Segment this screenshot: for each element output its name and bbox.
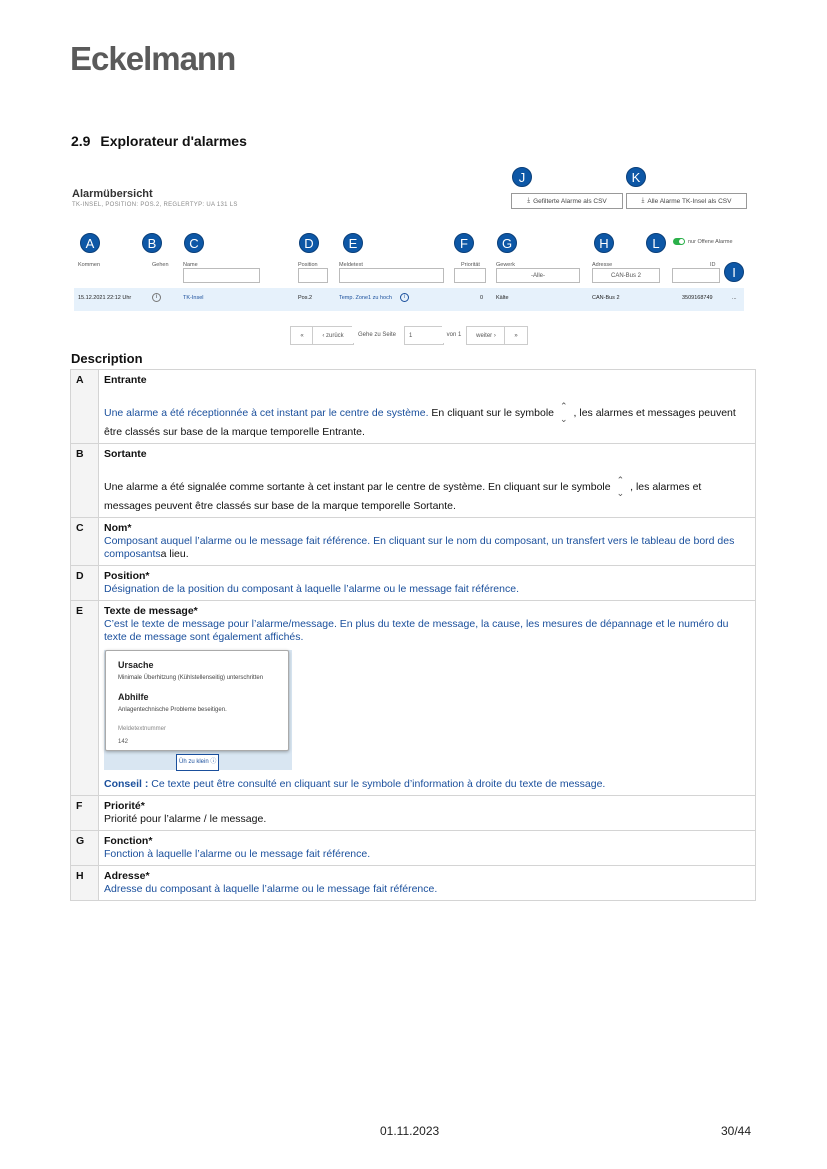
row-title: Entrante <box>104 374 147 386</box>
row-key: F <box>71 796 99 831</box>
table-row <box>71 518 756 566</box>
row-text: Une alarme a été réceptionnée à cet instant par le centre de système. En cliquant sur le symbole⌃ ⌄, les alarmes et messages peuvent être classés sur base de la marque temporelle Entrante. <box>104 401 736 438</box>
popup-cause-title: Ursache <box>118 660 154 670</box>
table-row <box>71 866 756 901</box>
row-adresse: CAN-Bus 2 <box>592 295 620 301</box>
overview-title: Alarmübersicht <box>72 188 153 200</box>
pager-goto-label: Gehe zu Seite <box>352 326 402 343</box>
table-row <box>71 831 756 866</box>
export-all-label: Alle Alarme TK-Insel als CSV <box>647 197 732 205</box>
table-row[interactable] <box>74 288 744 311</box>
row-title: Fonction* <box>104 835 153 847</box>
callout-marker-c: C <box>184 233 204 253</box>
dashboard-link[interactable]: tableau de bord des composants <box>104 535 735 560</box>
callout-marker-f: F <box>454 233 474 253</box>
section-heading <box>71 133 247 149</box>
callout-marker-b: B <box>142 233 162 253</box>
row-text: Composant auquel l’alarme ou le message fait référence. En cliquant sur le nom du composant, un transfert vers le tableau de bord des composantsa lieu. <box>104 535 735 560</box>
alarm-overview-screenshot <box>70 164 760 344</box>
col-prioritaet: Priorität <box>461 262 480 268</box>
popup-message-link[interactable]: Üh zu klein ⓘ <box>176 754 219 771</box>
footer-date: 01.11.2023 <box>380 1124 440 1138</box>
row-text: Fonction à laquelle l’alarme ou le message fait référence. <box>104 848 371 860</box>
row-meldetext: Temp. Zone1 zu hoch <box>339 295 392 301</box>
row-key: H <box>71 866 99 901</box>
row-key: C <box>71 518 99 566</box>
row-text: Une alarme a été signalée comme sortante à cet instant par le centre de système. En cliquant sur le symbole⌃ ⌄, les alarmes et messages peuvent être classés sur base de la marque temporelle Sortante. <box>104 475 702 512</box>
row-text: Désignation de la position du composant à laquelle l’alarme ou le message fait référence. <box>104 583 519 595</box>
callout-marker-h: H <box>594 233 614 253</box>
filter-meldetext-input[interactable] <box>339 268 444 283</box>
callout-marker-g: G <box>497 233 517 253</box>
row-text: Priorité pour l’alarme / le message. <box>104 813 267 825</box>
popup-remedy-text: Anlagentechnische Probleme beseitigen. <box>118 707 227 713</box>
row-key: B <box>71 444 99 518</box>
row-position: Pos.2 <box>298 295 313 301</box>
table-row <box>71 444 756 518</box>
download-icon: ⤓ <box>527 197 531 204</box>
filter-adresse-select[interactable]: CAN-Bus 2 <box>592 268 660 283</box>
pager-of-label: von 1 <box>442 326 466 343</box>
pager-next-button[interactable]: weiter › <box>466 326 506 345</box>
download-icon: ⤓ <box>641 197 645 204</box>
description-heading: Description <box>71 351 143 366</box>
row-title: Sortante <box>104 448 147 460</box>
message-info-icon[interactable]: i <box>400 293 409 302</box>
sort-icon: ⌃ ⌄ <box>560 401 568 424</box>
footer-page-number: 30/44 <box>721 1124 752 1138</box>
col-meldetext: Meldetext <box>339 262 363 268</box>
info-icon[interactable]: i <box>152 293 161 302</box>
export-filtered-csv-button[interactable] <box>511 193 623 209</box>
row-title: Texte de message* <box>104 605 198 617</box>
col-position: Position <box>298 262 318 268</box>
col-kommen[interactable]: Kommen <box>78 262 101 268</box>
pager-page-input[interactable]: 1 <box>404 326 444 345</box>
company-logo: Eckelmann <box>70 40 236 77</box>
row-key: D <box>71 566 99 601</box>
row-name-link[interactable]: TK-Insel <box>183 295 204 301</box>
callout-marker-e: E <box>343 233 363 253</box>
row-key: G <box>71 831 99 866</box>
description-table <box>70 369 756 901</box>
row-title: Position* <box>104 570 150 582</box>
row-title: Adresse* <box>104 870 150 882</box>
table-row <box>71 796 756 831</box>
callout-marker-i: I <box>724 262 744 282</box>
pager-first-button[interactable]: « <box>290 326 314 345</box>
sort-icon: ⌃ ⌄ <box>616 475 625 498</box>
row-tip: Conseil : Ce texte peut être consulté en cliquant sur le symbole d’information à droite du texte de message. <box>104 778 606 790</box>
callout-marker-l: L <box>646 233 666 253</box>
filter-position-input[interactable] <box>298 268 328 283</box>
popup-cause-text: Minimale Überhitzung (Kühlstellenseitig) unterschritten <box>118 675 264 681</box>
col-name: Name <box>183 262 198 268</box>
row-text: Adresse du composant à laquelle l’alarme ou le message fait référence. <box>104 883 438 895</box>
row-key: A <box>71 370 99 444</box>
callout-marker-d: D <box>299 233 319 253</box>
row-title: Priorité* <box>104 800 145 812</box>
table-row <box>71 566 756 601</box>
table-row <box>71 601 756 796</box>
filter-gewerk-select[interactable]: -Alle- <box>496 268 580 283</box>
filter-id-input[interactable] <box>672 268 720 283</box>
col-gewerk: Gewerk <box>496 262 515 268</box>
section-title: Explorateur d'alarmes <box>100 133 247 149</box>
row-prio: 0 <box>480 295 484 301</box>
popup-number: 142 <box>118 739 129 745</box>
overview-subtitle: TK-INSEL, POSITION: POS.2, REGLERTYP: UA 131 LS <box>72 202 238 208</box>
col-gehen[interactable]: Gehen <box>152 262 169 268</box>
callout-marker-j: J <box>512 167 532 187</box>
row-gewerk: Kälte <box>496 295 509 301</box>
section-number: 2.9 <box>71 133 91 149</box>
popup-remedy-title: Abhilfe <box>118 692 149 702</box>
filter-name-input[interactable] <box>183 268 260 283</box>
row-text: C’est le texte de message pour l’alarme/message. En plus du texte de message, la cause, les mesures de dépannage et le numéro du texte de message sont également affichés. <box>104 618 729 643</box>
callout-marker-k: K <box>626 167 646 187</box>
row-kommen: 15.12.2021 22:12 Uhr <box>78 295 132 301</box>
export-all-csv-button[interactable] <box>626 193 747 209</box>
pager-back-button[interactable]: ‹ zurück <box>312 326 354 345</box>
col-id: ID <box>710 262 716 268</box>
message-info-popup <box>104 650 294 772</box>
row-more-button[interactable]: ... <box>732 295 737 301</box>
toggle-label: nur Offene Alarme <box>688 239 733 245</box>
callout-marker-a: A <box>80 233 100 253</box>
row-id: 3509168749 <box>682 295 713 301</box>
row-key: E <box>71 601 99 796</box>
col-adresse: Adresse <box>592 262 613 268</box>
pager-last-button[interactable]: » <box>504 326 528 345</box>
popup-number-label: Meldetextnummer <box>118 726 167 732</box>
table-row <box>71 370 756 444</box>
filter-prioritaet-input[interactable] <box>454 268 486 283</box>
export-filtered-label: Gefilterte Alarme als CSV <box>533 197 607 205</box>
open-alarms-toggle[interactable] <box>673 238 685 245</box>
row-title: Nom* <box>104 522 132 534</box>
